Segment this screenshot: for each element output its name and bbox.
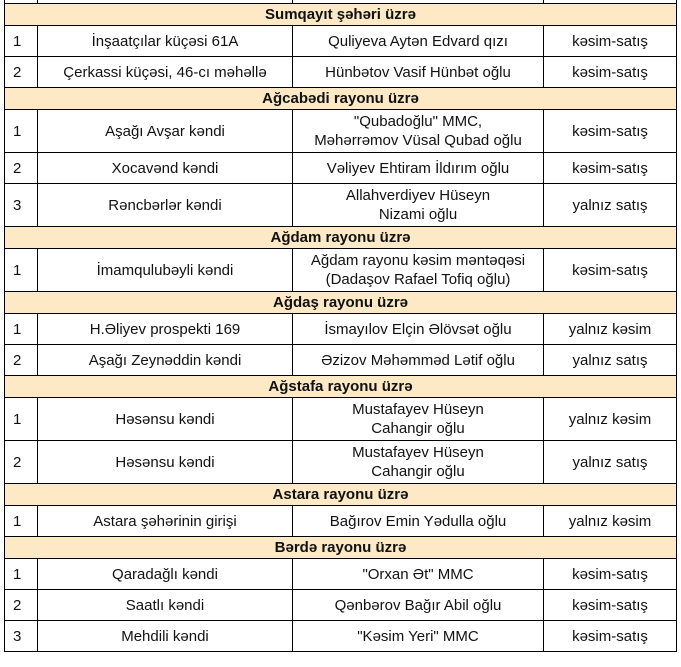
- owner-line: Bağırov Emin Yədulla oğlu: [329, 512, 507, 530]
- location-cell: Həsənsu kəndi: [38, 398, 293, 441]
- owner-cell: [293, 153, 544, 184]
- table-row: [5, 506, 677, 537]
- location-cell: Çerkassi küçəsi, 46-cı məhəllə: [38, 57, 293, 88]
- row-number: 1: [5, 314, 38, 345]
- owner-line: "Kəsim Yeri" MMC: [357, 627, 479, 645]
- table-row: [5, 110, 677, 153]
- row-number: 1: [5, 559, 38, 590]
- table-row: [5, 345, 677, 376]
- table-row: [5, 249, 677, 292]
- row-number: 1: [5, 506, 38, 537]
- owner-cell: [293, 184, 544, 227]
- owner-line: Əzizov Məhəmməd Lətif oğlu: [321, 351, 515, 369]
- group-header-row: [5, 484, 677, 506]
- operation-type-cell: kəsim-satış: [544, 26, 677, 57]
- row-number: 2: [5, 153, 38, 184]
- owner-line: Cahangir oğlu: [371, 463, 465, 480]
- location-cell: Saatlı kəndi: [38, 590, 293, 621]
- location-cell: İmamqulubəyli kəndi: [38, 249, 293, 292]
- row-number: 2: [5, 57, 38, 88]
- owner-cell: [293, 398, 544, 441]
- owner-line: Ağdam rayonu kəsim məntəqəsi: [310, 252, 526, 269]
- group-title: Ağdam rayonu üzrə: [5, 227, 677, 249]
- owner-line: Cahangir oğlu: [371, 420, 465, 437]
- row-number: 3: [5, 184, 38, 227]
- group-title: Ağstafa rayonu üzrə: [5, 376, 677, 398]
- location-cell: H.Əliyev prospekti 169: [38, 314, 293, 345]
- group-header-row: [5, 292, 677, 314]
- owner-line: Mustafayev Hüseyn: [352, 444, 484, 461]
- group-title: Bərdə rayonu üzrə: [5, 537, 677, 559]
- operation-type-cell: yalnız kəsim: [544, 314, 677, 345]
- owner-line: İsmayılov Elçin Əlövsət oğlu: [324, 320, 512, 338]
- table-row: [5, 57, 677, 88]
- group-title: Ağdaş rayonu üzrə: [5, 292, 677, 314]
- owner-line: (Dadaşov Rafael Tofiq oğlu): [325, 271, 511, 288]
- owner-line: Nizami oğlu: [378, 206, 458, 223]
- row-number: 3: [5, 621, 38, 652]
- owner-cell: [293, 110, 544, 153]
- row-number: 2: [5, 345, 38, 376]
- row-number: 1: [5, 26, 38, 57]
- owner-cell: [293, 590, 544, 621]
- table-row: [5, 590, 677, 621]
- group-title: Astara rayonu üzrə: [5, 484, 677, 506]
- owner-line: Hünbətov Vasif Hünbət oğlu: [325, 63, 511, 81]
- table-row: [5, 314, 677, 345]
- group-header-row: [5, 537, 677, 559]
- owner-cell: [293, 559, 544, 590]
- operation-type-cell: yalnız satış: [544, 441, 677, 484]
- group-title: Sumqayıt şəhəri üzrə: [5, 4, 677, 26]
- operation-type-cell: yalnız satış: [544, 345, 677, 376]
- owner-line: Vəliyev Ehtiram İldırım oğlu: [326, 159, 510, 177]
- owner-line: "Orxan Ət" MMC: [362, 565, 474, 583]
- operation-type-cell: kəsim-satış: [544, 621, 677, 652]
- operation-type-cell: yalnız satış: [544, 184, 677, 227]
- table-row: [5, 621, 677, 652]
- owner-cell: [293, 621, 544, 652]
- slaughter-points-table: [4, 0, 677, 652]
- owner-line: Məhərrəmov Vüsal Qubad oğlu: [314, 132, 522, 149]
- row-number: 2: [5, 441, 38, 484]
- location-cell: Qaradağlı kəndi: [38, 559, 293, 590]
- owner-cell: [293, 441, 544, 484]
- owner-cell: [293, 345, 544, 376]
- group-header-row: [5, 4, 677, 26]
- row-number: 1: [5, 398, 38, 441]
- operation-type-cell: kəsim-satış: [544, 57, 677, 88]
- table-row: [5, 184, 677, 227]
- table-row: [5, 398, 677, 441]
- row-number: 1: [5, 249, 38, 292]
- operation-type-cell: kəsim-satış: [544, 559, 677, 590]
- owner-cell: [293, 57, 544, 88]
- location-cell: Astara şəhərinin girişi: [38, 506, 293, 537]
- owner-line: Quliyeva Aytən Edvard qızı: [328, 32, 508, 50]
- group-title: Ağcabədi rayonu üzrə: [5, 88, 677, 110]
- operation-type-cell: yalnız kəsim: [544, 398, 677, 441]
- location-cell: Aşağı Zeynəddin kəndi: [38, 345, 293, 376]
- location-cell: Həsənsu kəndi: [38, 441, 293, 484]
- operation-type-cell: kəsim-satış: [544, 153, 677, 184]
- location-cell: Aşağı Avşar kəndi: [38, 110, 293, 153]
- owner-cell: [293, 314, 544, 345]
- row-number: 2: [5, 590, 38, 621]
- owner-cell: [293, 26, 544, 57]
- owner-cell: [293, 249, 544, 292]
- location-cell: Rəncbərlər kəndi: [38, 184, 293, 227]
- owner-line: "Qubadoğlu" MMC,: [353, 113, 483, 130]
- operation-type-cell: yalnız kəsim: [544, 506, 677, 537]
- location-cell: Mehdili kəndi: [38, 621, 293, 652]
- owner-cell: [293, 506, 544, 537]
- group-header-row: [5, 376, 677, 398]
- table-row: [5, 26, 677, 57]
- group-header-row: [5, 88, 677, 110]
- operation-type-cell: kəsim-satış: [544, 249, 677, 292]
- operation-type-cell: kəsim-satış: [544, 590, 677, 621]
- owner-line: Qənbərov Bağır Abil oğlu: [334, 596, 502, 614]
- table-row: [5, 441, 677, 484]
- group-header-row: [5, 227, 677, 249]
- owner-line: Mustafayev Hüseyn: [352, 401, 484, 418]
- table-row: [5, 153, 677, 184]
- location-cell: İnşaatçılar küçəsi 61A: [38, 26, 293, 57]
- owner-line: Allahverdiyev Hüseyn: [345, 187, 491, 204]
- row-number: 1: [5, 110, 38, 153]
- location-cell: Xocavənd kəndi: [38, 153, 293, 184]
- operation-type-cell: kəsim-satış: [544, 110, 677, 153]
- table-row: [5, 559, 677, 590]
